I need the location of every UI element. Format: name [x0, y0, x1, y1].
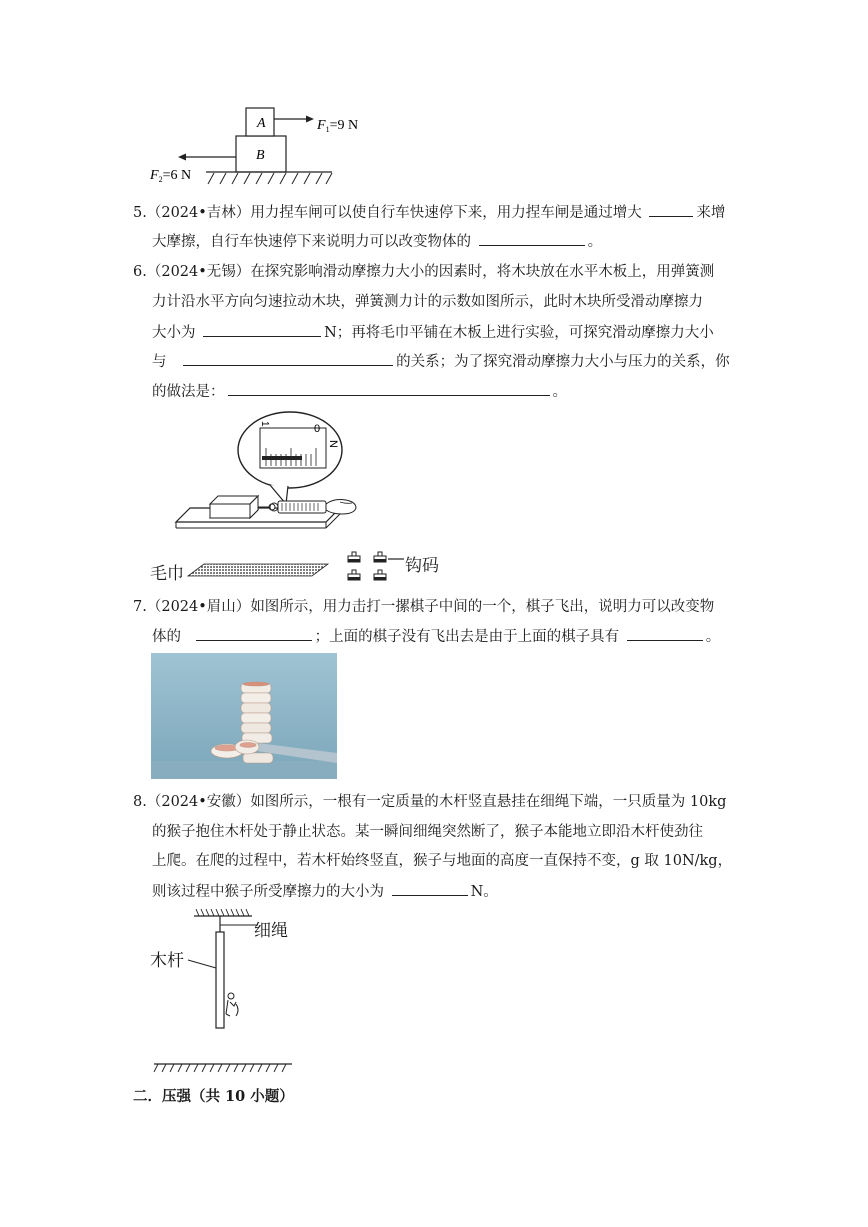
- q6-line-4: 与 的关系；为了探究滑动摩擦力大小与压力的关系，你: [152, 351, 730, 372]
- q7-blank-1[interactable]: [196, 626, 312, 641]
- q6-line-2: 力计沿水平方向匀速拉动木块，弹簧测力计的示数如图所示，此时木块所受滑动摩擦力: [152, 294, 703, 310]
- f1-label: $F_1=9$ N: [317, 118, 359, 134]
- figure-weights: [344, 548, 404, 584]
- rod-label: 木杆: [150, 951, 184, 971]
- scale-label-one: 1: [259, 421, 270, 427]
- q7-line-2: 体的 ；上面的棋子没有飞出去是由于上面的棋子具有 。: [152, 626, 720, 647]
- q6-blank-1[interactable]: [203, 322, 321, 337]
- scale-unit-n: N: [327, 440, 339, 448]
- rope-label: 细绳: [254, 921, 288, 941]
- block-a-label: A: [257, 116, 266, 131]
- wooden-rod: [216, 932, 224, 1028]
- q8-number: 8.: [133, 794, 147, 810]
- q5-line-1: 5.（2024•吉林）用力捏车闸可以使自行车快速停下来，用力捏车闸是通过增大 来增: [133, 202, 725, 223]
- towel-label: 毛巾: [150, 564, 184, 584]
- q6-line-3: 大小为 N；再将毛巾平铺在木板上进行实验，可探究滑动摩擦力大小: [152, 322, 714, 343]
- q6-line-1: 6.（2024•无锡）在探究影响滑动摩擦力大小的因素时，将木块放在水平木板上，用弹簧测: [133, 264, 715, 280]
- q7-line-1: 7.（2024•眉山）如图所示，用力击打一摞棋子中间的一个，棋子飞出，说明力可以改变物: [133, 599, 715, 615]
- q6-number: 6.: [133, 264, 147, 280]
- block-b-label: B: [256, 148, 265, 163]
- q5-source: （2024•吉林）: [146, 205, 251, 221]
- q8-source: （2024•安徽）: [146, 794, 251, 810]
- q6-blank-2[interactable]: [183, 351, 393, 366]
- q8-line-2: 的猴子抱住木杆处于静止状态。某一瞬间细绳突然断了，猴子本能地立即沿木杆使劲往: [152, 824, 703, 840]
- figure-towel: [186, 560, 330, 580]
- scale-label-zero: 0: [314, 423, 321, 435]
- monkey: [226, 993, 238, 1016]
- section-2-title: 二．压强（共 10 小题）: [133, 1088, 294, 1105]
- q5-number: 5.: [133, 205, 147, 221]
- q5-blank-1[interactable]: [649, 202, 693, 217]
- photo-chess-stack: [151, 653, 337, 779]
- figure-blocks-ab: [140, 96, 370, 192]
- q8-line-3: 上爬。在爬的过程中，若木杆始终竖直，猴子与地面的高度一直保持不变，g 取 10N/kg，: [152, 853, 733, 869]
- q7-source: （2024•眉山）: [146, 599, 251, 615]
- q6-line-5: 的做法是： 。: [152, 381, 567, 402]
- f2-label: $F_2=6$ N: [150, 168, 192, 184]
- hand: [326, 500, 356, 515]
- q5-blank-2[interactable]: [479, 231, 585, 246]
- figure-spring-scale: [170, 410, 370, 535]
- q8-blank-1[interactable]: [392, 881, 468, 896]
- q6-source: （2024•无锡）: [146, 264, 251, 280]
- q6-blank-3[interactable]: [228, 381, 550, 396]
- q8-line-4: 则该过程中猴子所受摩擦力的大小为 N。: [152, 881, 498, 902]
- weights-label: 钩码: [405, 556, 439, 576]
- q7-number: 7.: [133, 599, 147, 615]
- q8-line-1: 8.（2024•安徽）如图所示，一根有一定质量的木杆竖直悬挂在细绳下端，一只质量为 10kg: [133, 794, 727, 810]
- q5-line-2: 大摩擦，自行车快速停下来说明力可以改变物体的 。: [152, 231, 602, 252]
- q7-blank-2[interactable]: [627, 626, 703, 641]
